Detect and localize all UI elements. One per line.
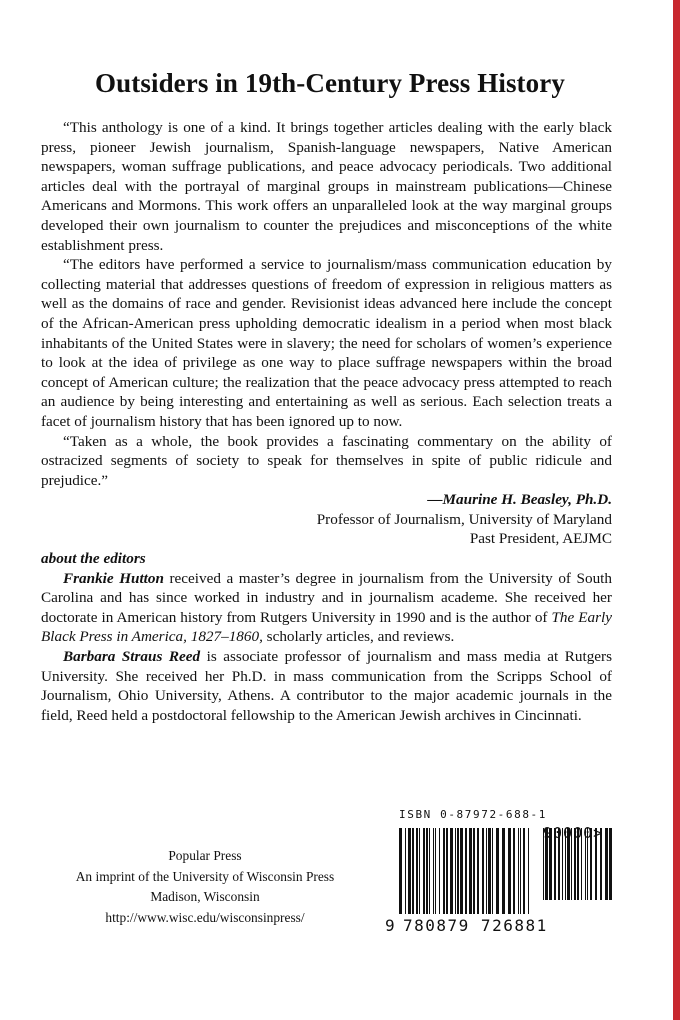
editor-1-book-title: The Early Black Press in America, 1827–1860, bbox=[41, 608, 612, 646]
barcode-bar bbox=[520, 828, 521, 914]
editor-1-name: Frankie Hutton bbox=[63, 569, 164, 587]
barcode-bar bbox=[473, 828, 475, 914]
barcode-bar bbox=[502, 828, 505, 914]
barcode-bar bbox=[523, 828, 525, 914]
attribution-name: —Maurine H. Beasley, Ph.D. bbox=[427, 491, 612, 509]
barcode-bar bbox=[439, 828, 440, 914]
barcode-bar bbox=[609, 828, 612, 900]
barcode-bar bbox=[408, 828, 411, 914]
barcode-bar bbox=[513, 828, 515, 914]
attribution-role2: Past President, AEJMC bbox=[469, 530, 612, 548]
editor-2-text: is associate professor of journalism and mass media at Rutgers University. She received her Ph.D. in mass communication from the Scripps School of Journalism, Ohio University, Athens. A contributor to the major academic journals in the field, Reed held a postdoctoral fellowship to the American Jewish archives in Cincinnati. bbox=[41, 648, 612, 724]
barcode-bar bbox=[426, 828, 428, 914]
barcode-bar bbox=[482, 828, 484, 914]
price-code: 90000> bbox=[543, 824, 604, 842]
about-editors-heading: about the editors bbox=[41, 550, 146, 568]
barcode-bar bbox=[460, 828, 463, 914]
imprint-parent: An imprint of the University of Wisconsin Press bbox=[75, 868, 335, 884]
barcode-bar bbox=[450, 828, 453, 914]
barcode-bar bbox=[605, 828, 608, 900]
barcode-bar bbox=[508, 828, 511, 914]
imprint-url: http://www.wisc.edu/wisconsinpress/ bbox=[105, 909, 305, 925]
barcode-bar bbox=[496, 828, 499, 914]
barcode-bar bbox=[477, 828, 479, 914]
editor-1-text: received a master’s degree in journalism from the University of South Carolina and has since worked in industry and in journalism academe. She received her doctorate in American history from Rutgers University in 1990 and is the author of bbox=[41, 569, 612, 626]
barcode-bar bbox=[405, 828, 406, 914]
editor-1-text-end: scholarly articles, and reviews. bbox=[262, 628, 455, 646]
barcode-bar bbox=[518, 828, 519, 914]
barcode-bar bbox=[429, 828, 430, 914]
attribution-role: Professor of Journalism, University of Maryland bbox=[316, 510, 612, 528]
imprint-publisher: Popular Press bbox=[168, 848, 242, 863]
barcode-bar bbox=[486, 828, 487, 914]
barcode-digits: 780879 726881 bbox=[403, 916, 548, 935]
quote-paragraph-3: “Taken as a whole, the book provides a fascinating commentary on the ability of ostracized segments of society to speak for themselves in spite of public ridicule and prejudice.” bbox=[41, 432, 612, 489]
editor-1-bio bbox=[41, 569, 612, 647]
editor-2-bio bbox=[41, 647, 612, 725]
barcode-bar bbox=[419, 828, 420, 914]
quote-paragraph-2: “The editors have performed a service to journalism/mass communication education by collecting material that addresses questions of freedom of expression in religious matters as well as the domains of race and gender. Revisionist ideas advanced here include the concept of the African-American press upholding democratic idealism in a period when most black inhabitants of the United States were in slavery; the need for scholars of women’s experience to look at the idea of privilege as one way to place suffrage newspapers within the broad concept of American culture; the realization that the peace advocacy press attempted to reach an audience by being interesting and entertaining as well as serious. Each selection treats a facet of journalism history that has been ignored up to now. bbox=[41, 256, 612, 430]
barcode-bar bbox=[446, 828, 448, 914]
back-cover-text bbox=[41, 118, 612, 725]
barcode-bar bbox=[399, 828, 402, 914]
barcode-bar bbox=[416, 828, 418, 914]
barcode-bar bbox=[423, 828, 425, 914]
barcode-bar bbox=[455, 828, 456, 914]
publisher-imprint bbox=[40, 846, 370, 928]
quote-paragraph-1: “This anthology is one of a kind. It brings together articles dealing with the early black press, pioneer Jewish journalism, Spanish-language newspapers, Native American newspapers, woman suffrage publications, and peace advocacy periodicals. Two additional articles deal with the portrayal of marginal groups in mainstream publications—Chinese Americans and Mormons. This work offers an unparalleled look at the way marginal groups developed their own journalism to counter the prejudices and misconceptions of the white establishment press. bbox=[41, 119, 612, 254]
cover-red-edge bbox=[673, 0, 680, 1020]
barcode-digit-first: 9 bbox=[385, 916, 395, 935]
book-title: Outsiders in 19th-Century Press History bbox=[95, 68, 565, 98]
barcode-bar bbox=[412, 828, 414, 914]
barcode-bar bbox=[469, 828, 472, 914]
isbn-barcode bbox=[385, 808, 617, 943]
imprint-location: Madison, Wisconsin bbox=[150, 889, 260, 904]
barcode-bar bbox=[528, 828, 529, 914]
barcode-bar bbox=[443, 828, 445, 914]
isbn-label: ISBN 0-87972-688-1 bbox=[399, 808, 548, 821]
barcode-bar bbox=[488, 828, 491, 914]
barcode-bar bbox=[492, 828, 493, 914]
barcode-bar bbox=[465, 828, 467, 914]
editor-2-name: Barbara Straus Reed bbox=[63, 648, 201, 666]
barcode-bar bbox=[457, 828, 459, 914]
barcode-bar bbox=[433, 828, 434, 914]
barcode-bar bbox=[435, 828, 436, 914]
